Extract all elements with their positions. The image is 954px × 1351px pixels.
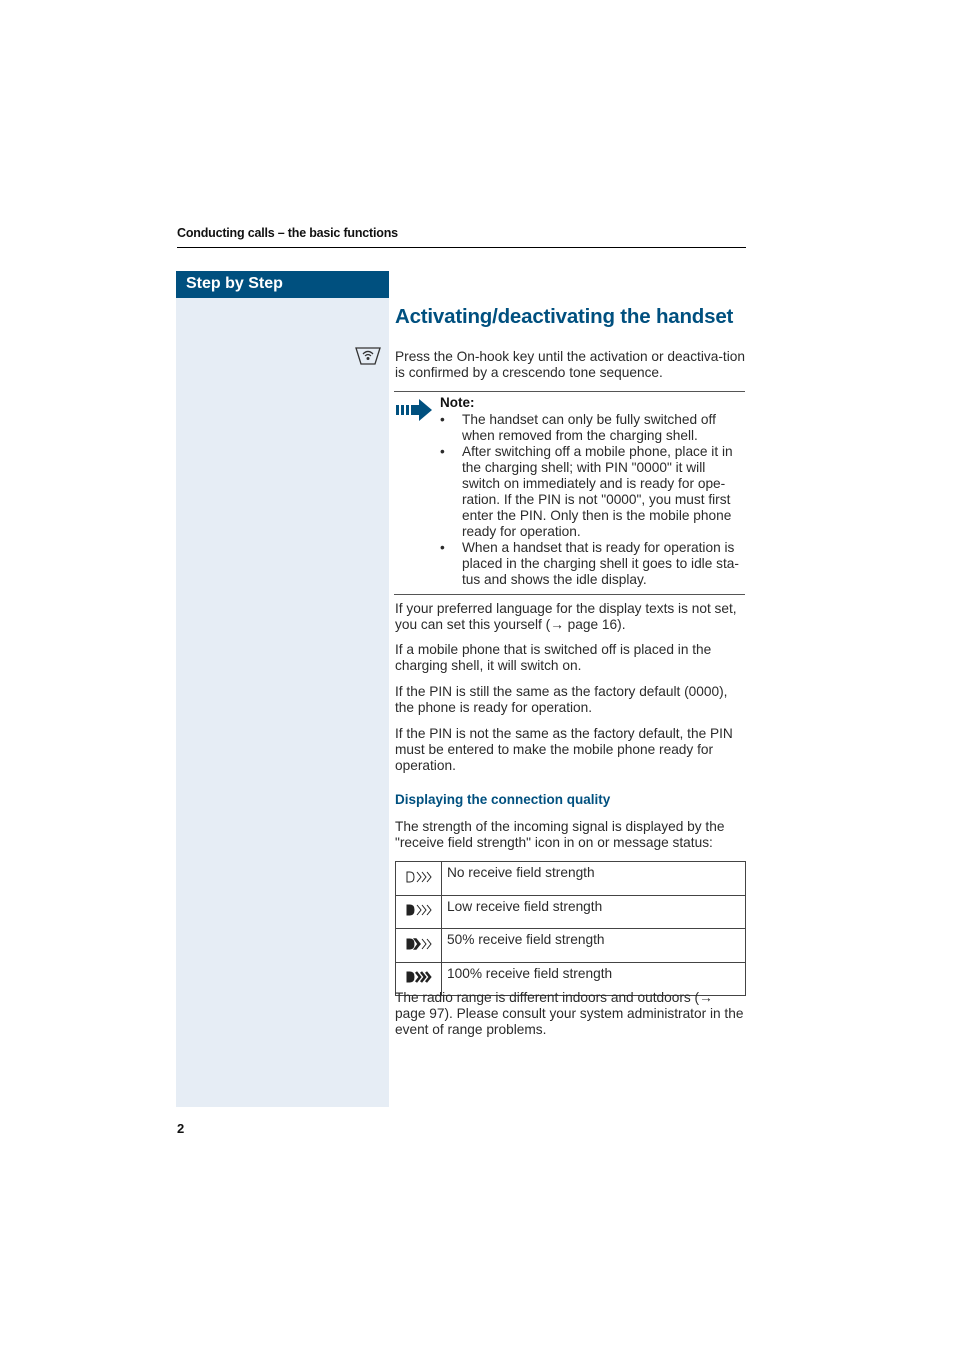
section-title: Activating/deactivating the handset	[395, 305, 734, 328]
signal-label: No receive field strength	[442, 862, 746, 896]
note-item: • The handset can only be fully switched off when removed from the charging shell.	[440, 412, 745, 444]
pin-default-paragraph: If the PIN is still the same as the factory default (0000), the phone is ready for operation.	[395, 684, 728, 715]
language-paragraph: If your preferred language for the display texts is not set, you can set this yourself (→ page 16).	[395, 601, 737, 632]
signal-label: 50% receive field strength	[442, 929, 746, 963]
note-item: • After switching off a mobile phone, place it in the charging shell; with PIN "0000" it will switch on immediately and is ready for ope-ration. If the PIN is not "0000", you must first enter the PIN. Only then is the mobile phone ready for operation.	[440, 444, 745, 540]
intro-paragraph: Press the On-hook key until the activation or deactiva-tion is confirmed by a crescendo tone sequence.	[395, 349, 745, 380]
charging-paragraph: If a mobile phone that is switched off is placed in the charging shell, it will switch on.	[395, 642, 712, 673]
note-item: • When a handset that is ready for operation is placed in the charging shell it goes to idle sta-tus and shows the idle display.	[440, 540, 745, 588]
table-row	[396, 929, 746, 963]
signal-strength-50-icon	[406, 938, 432, 953]
sidebar-title: Step by Step	[176, 271, 389, 298]
signal-strength-table	[395, 861, 746, 996]
radio-range-paragraph: The radio range is different indoors and outdoors (→ page 97). Please consult your system administrator in the event of range problems.	[395, 990, 744, 1037]
signal-strength-low-icon	[406, 904, 432, 919]
step-by-step-sidebar	[176, 271, 389, 1107]
on-hook-key-icon	[355, 347, 381, 365]
subsection-title: Displaying the connection quality	[395, 792, 611, 807]
signal-strength-none-icon	[406, 871, 432, 886]
note-arrow-icon	[395, 397, 433, 423]
page-number: 2	[177, 1121, 185, 1136]
table-row	[396, 895, 746, 929]
running-header: Conducting calls – the basic functions	[177, 226, 746, 248]
signal-strength-100-icon	[406, 971, 432, 986]
signal-label: 100% receive field strength	[442, 962, 746, 996]
pin-entry-paragraph: If the PIN is not the same as the factory default, the PIN must be entered to make the mobile phone ready for operation.	[395, 726, 733, 773]
signal-paragraph: The strength of the incoming signal is displayed by the "receive field strength" icon in on or message status:	[395, 819, 725, 850]
note-title: Note:	[440, 395, 475, 410]
table-row	[396, 862, 746, 896]
signal-label: Low receive field strength	[442, 895, 746, 929]
note-box	[394, 391, 745, 595]
note-list	[440, 412, 745, 588]
